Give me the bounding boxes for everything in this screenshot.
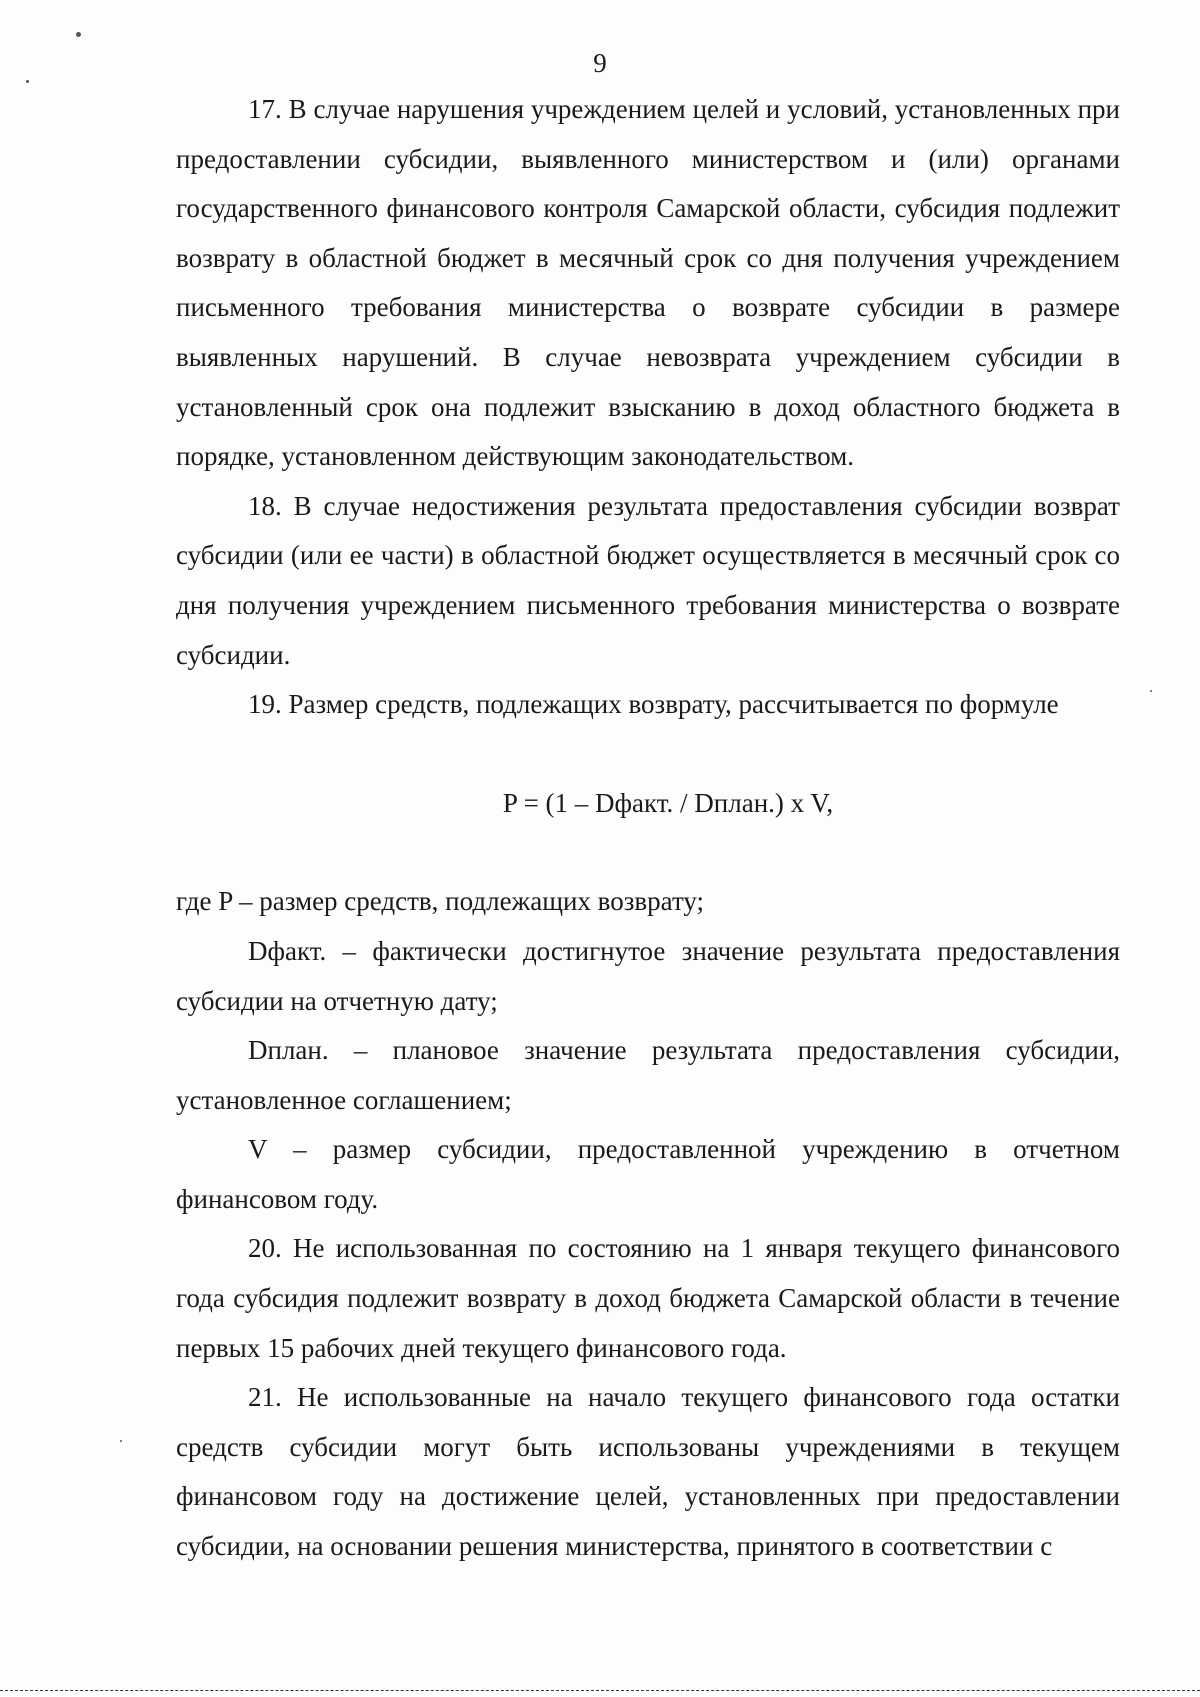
definition-v: V – размер субсидии, предоставленной учреждению в отчетном финансовом году. bbox=[176, 1134, 1120, 1214]
scan-speck bbox=[1150, 690, 1152, 692]
scan-speck bbox=[26, 80, 29, 83]
paragraph-17: 17. В случае нарушения учреждением целей и условий, установленных при предоставлении субсидии, выявленного министерством и (или) органами государственного финансового контроля Самарской области, субсидия подлежит возврату в областной бюджет в месячный срок со дня получения учреждением письменного требования министерства о возврате субсидии в размере выявленных нарушений. В случае невозврата учреждением субсидии в установленный срок она подлежит взысканию в доход областного бюджета в порядке, установленном действующим законодательством. bbox=[176, 94, 1120, 472]
paragraph-21: 21. Не использованные на начало текущего финансового года остатки средств субсидии могут быть использованы учреждениями в текущем финансовом году на достижение целей, установленных при предоставлении субсидии, на основании решения министерства, принятого в соответствии с bbox=[176, 1382, 1120, 1562]
document-body bbox=[176, 85, 1120, 1572]
definition-p: где P – размер средств, подлежащих возврату; bbox=[176, 886, 705, 917]
scan-speck bbox=[76, 32, 81, 37]
paragraph-19: 19. Размер средств, подлежащих возврату, рассчитывается по формуле bbox=[248, 689, 1059, 720]
definition-dfact: Dфакт. – фактически достигнутое значение результата предоставления субсидии на отчетную дату; bbox=[176, 935, 1120, 1016]
paragraph-18: 18. В случае недостижения результата предоставления субсидии возврат субсидии (или ее части) в областной бюджет осуществляется в месячный срок со дня получения учреждением письменного требования министерства о возврате субсидии. bbox=[176, 490, 1120, 670]
scan-speck bbox=[120, 1440, 122, 1442]
page-bottom-edge bbox=[0, 1690, 1200, 1691]
page-number: 9 bbox=[593, 48, 607, 78]
paragraph-20: 20. Не использованная по состоянию на 1 января текущего финансового года субсидия подлежит возврату в доход бюджета Самарской области в течение первых 15 рабочих дней текущего финансового года. bbox=[176, 1233, 1120, 1363]
formula: P = (1 – Dфакт. / Dплан.) x V, bbox=[502, 787, 834, 818]
definition-dplan: Dплан. – плановое значение результата предоставления субсидии, установленное соглашением; bbox=[176, 1035, 1120, 1115]
